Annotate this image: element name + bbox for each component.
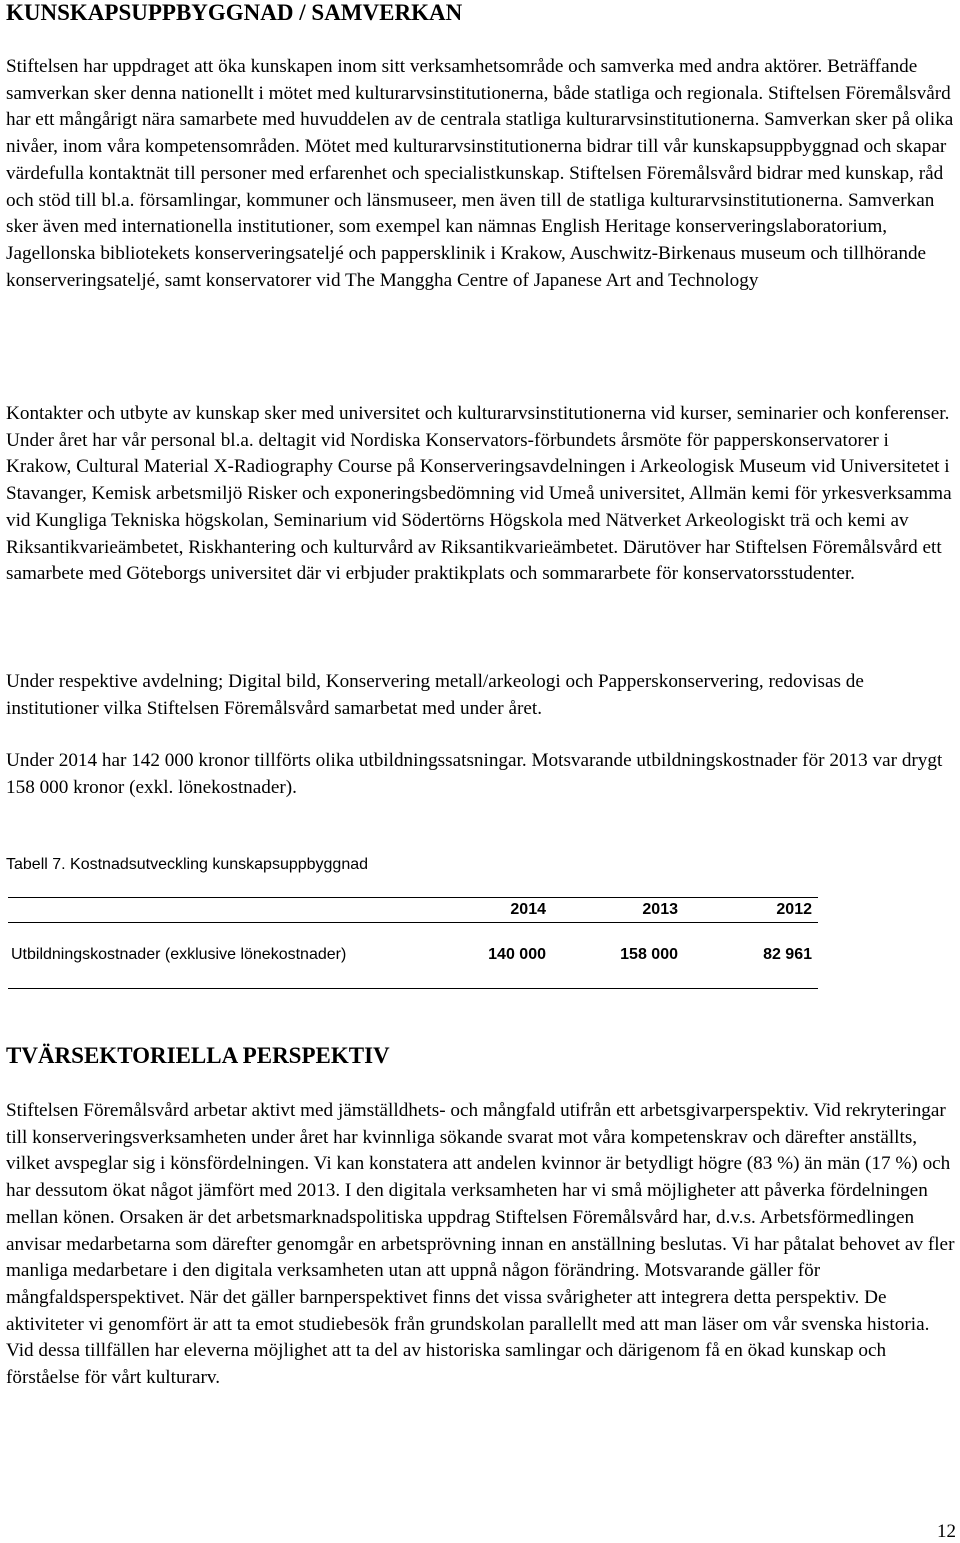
table-cell-2013: 158 000 <box>620 946 678 963</box>
paragraph-utbildningskostnader: Under 2014 har 142 000 kronor tillförts olika utbildningssatsningar. Motsvarande utbildningskostnader för 2013 var drygt 158 000 kronor (exkl. lönekostnader). <box>6 750 943 798</box>
section-heading-kunskapsuppbyggnad: KUNSKAPSUPPBYGGNAD / SAMVERKAN <box>6 0 463 25</box>
paragraph-tvarsektoriella: Stiftelsen Föremålsvård arbetar aktivt med jämställdhets- och mångfald utifrån ett arbetsgivarperspektiv. Vid rekryteringar till konserveringsverksamheten under året har kvinnliga sökande svarat mot våra kompetenskrav och därefter anställts, vilket avspeglar sig i könsfördelningen. Vi kan konstatera att andelen kvinnor är betydligt högre (83 %) än män (17 %) och har dessutom ökat något jämfört med 2013. I den digitala verksamheten har vi små möjligheter att påverka fördelningen mellan könen. Orsaken är det arbetsmarknadspolitiska uppdrag Stiftelsen Föremålsvård har, d.v.s. Arbetsförmedlingen anvisar medarbetarna som därefter genomgår en arbetsprövning innan en anställning beslutas. Vi har påtalat behovet av fler manliga medarbetare i den digitala verksamheten utan att uppnå någon förändring. Motsvarande gäller för mångfaldsperspektivet. När det gäller barnperspektivet finns det vissa svårigheter att integrera detta perspektiv. De aktiviteter vi genomfört är att ta emot studiebesök från grundskolan parallellt med att man läser om vår svenska historia. Vid dessa tillfällen har eleverna möjlighet att ta del av historiska samlingar och därigenom få en ökad kunskap och förståelse för vårt kulturarv. <box>6 1100 955 1389</box>
table-header-2012: 2012 <box>776 901 812 918</box>
table-row-label: Utbildningskostnader (exklusive lönekostnader) <box>11 946 347 963</box>
paragraph-kontakter: Kontakter och utbyte av kunskap sker med universitet och kulturarvsinstitutionerna vid kurser, seminarier och konferenser. Under året har vår personal bl.a. deltagit vid Nordiska Konservators-förbundets årsmöte för papperskonservatorer i Krakow, Cultural Material X-Radiography Course på Konserveringsavdelningen i Arkeologisk Museum vid Universitetet i Stavanger, Kemisk arbetsmiljö Risker och exponeringsbedömning vid Umeå universitet, Allmän kemi för yrkesverksamma vid Kungliga Tekniska högskolan, Seminarium vid Södertörns Högskola med Nätverket Arkeologiskt trä och kemi av Riksantikvarieämbetet, Riskhantering och kulturvård av Riksantikvarieämbetet. Därutöver har Stiftelsen Föremålsvård ett samarbete med Göteborgs universitet där vi erbjuder praktikplats och sommararbete för konservatorsstudenter. <box>6 403 952 585</box>
paragraph-samverkan: Stiftelsen har uppdraget att öka kunskapen inom sitt verksamhetsområde och samverka med andra aktörer. Beträffande samverkan sker denna nationellt i mötet med kulturarvsinstitutionerna, både statliga och regionala. Stiftelsen Föremålsvård har ett mångårigt nära samarbete med huvuddelen av de centrala statliga kulturarvsinstitutionerna. Samverkan sker på olika nivåer, inom våra kompetensområden. Mötet med kulturarvsinstitutionerna bidrar till vår kunskapsuppbyggnad och skapar värdefulla kontaktnät till personer med erfarenhet och specialistkunskap. Stiftelsen Föremålsvård bidrar med kunskap, råd och stöd till bl.a. församlingar, kommuner och länsmuseer, men även till de statliga kulturarvsinstitutionerna. Samverkan sker även med internationella institutioner, som exempel kan nämnas English Heritage konserveringslaboratorium, Jagellonska bibliotekets konserveringsateljé och pappersklinik i Krakow, Auschwitz-Birkenaus museum och tillhörande konserveringsateljé, samt konservatorer vid The Manggha Centre of Japanese Art and Technology <box>6 56 954 291</box>
table-header-2014: 2014 <box>510 901 546 918</box>
table-caption: Tabell 7. Kostnadsutveckling kunskapsuppbyggnad <box>6 856 369 873</box>
page-number: 12 <box>937 1521 956 1542</box>
table-header-rule <box>8 922 818 923</box>
table-cell-2014: 140 000 <box>488 946 546 963</box>
table-bottom-rule <box>8 988 818 989</box>
table-cell-2012: 82 961 <box>763 946 812 963</box>
paragraph-avdelningar: Under respektive avdelning; Digital bild, Konservering metall/arkeologi och Papperskonservering, redovisas de institutioner vilka Stiftelsen Föremålsvård samarbetat med under året. <box>6 671 864 719</box>
table-top-rule <box>8 897 818 898</box>
section-heading-tvarsektoriella: TVÄRSEKTORIELLA PERSPEKTIV <box>6 1043 390 1068</box>
table-header-2013: 2013 <box>642 901 678 918</box>
